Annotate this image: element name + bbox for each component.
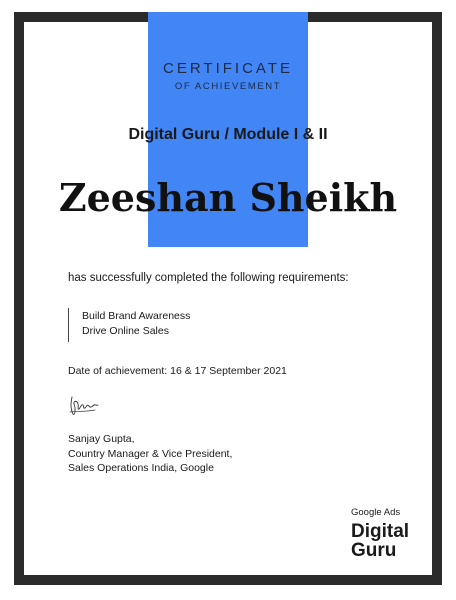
recipient-name: Zeeshan Sheikh — [58, 175, 398, 220]
requirements-list — [82, 309, 190, 339]
signer-role: Country Manager & Vice President, — [68, 447, 233, 460]
course-title: Digital Guru / Module I & II — [128, 126, 328, 143]
certificate-subtitle: OF ACHIEVEMENT — [174, 81, 282, 92]
logo-line-2: Guru — [351, 540, 397, 561]
requirement-item: Drive Online Sales — [82, 325, 169, 337]
requirements-divider — [68, 308, 69, 342]
achievement-date: Date of achievement: 16 & 17 September 2021 — [68, 365, 287, 377]
signature-icon — [68, 394, 100, 418]
signer-name: Sanjay Gupta, — [68, 433, 135, 445]
certificate-title: CERTIFICATE — [163, 60, 293, 77]
logo-line-1: Digital — [351, 521, 410, 542]
frame-border-right — [432, 12, 442, 585]
signer-block — [68, 432, 232, 476]
frame-border-bottom — [14, 575, 442, 585]
logo-digital-guru — [351, 522, 409, 560]
requirement-item: Build Brand Awareness — [82, 310, 191, 322]
logo-google-ads: Google Ads — [351, 507, 401, 518]
completion-statement: has successfully completed the following requirements: — [68, 272, 349, 284]
frame-border-left — [14, 12, 24, 585]
signer-org: Sales Operations India, Google — [68, 462, 214, 474]
